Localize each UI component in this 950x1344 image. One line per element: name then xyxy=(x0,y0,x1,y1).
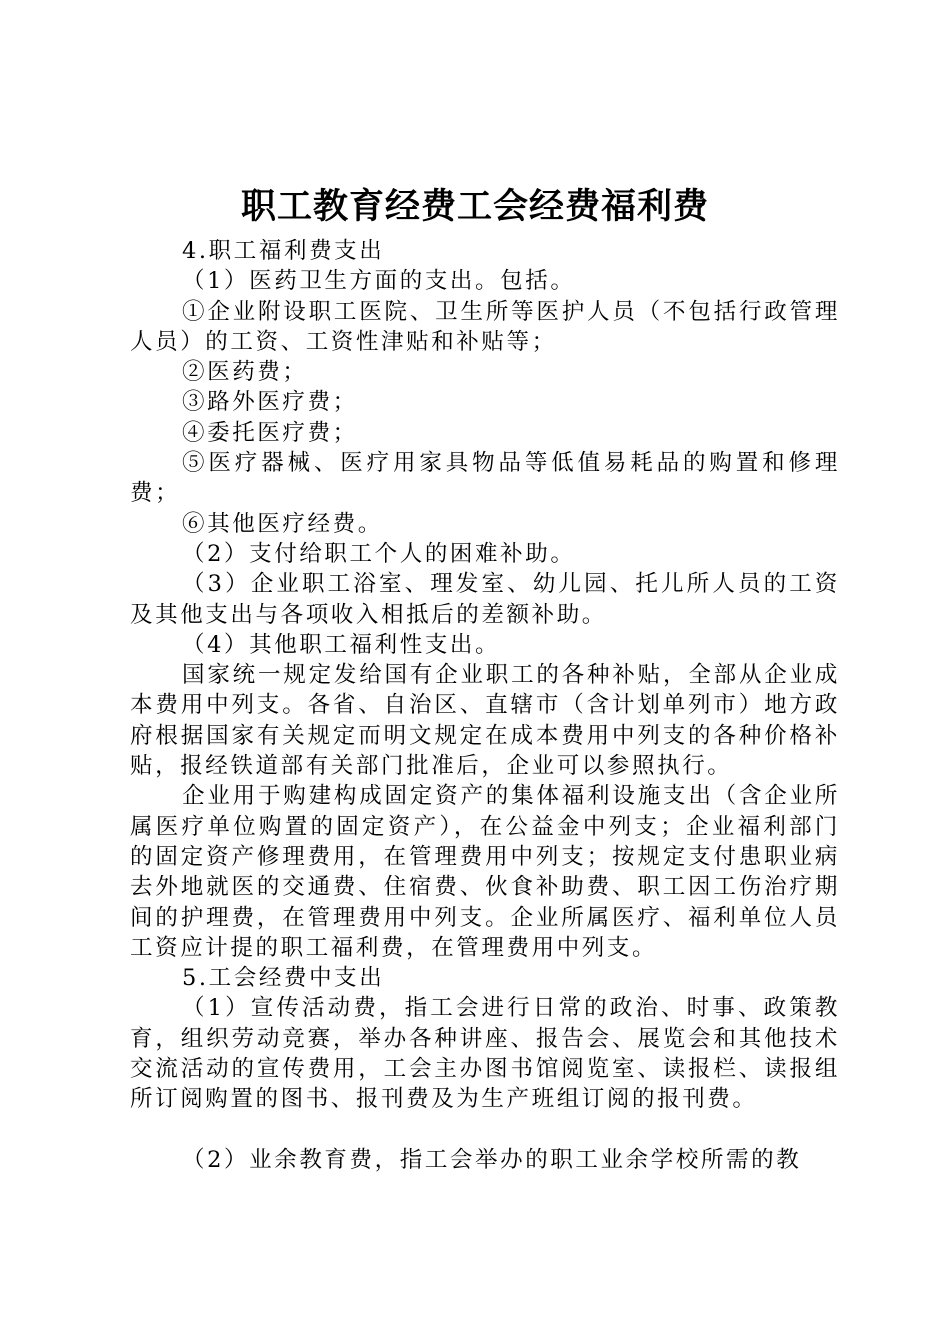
paragraph-item-3-facilities: （3）企业职工浴室、理发室、幼儿园、托儿所人员的工资及其他支出与各项收入相抵后的差额补助。 xyxy=(130,571,840,628)
paragraph-subitem-2: ②医药费； xyxy=(182,359,308,386)
paragraph-item-4-other: （4）其他职工福利性支出。 xyxy=(182,631,501,658)
paragraph-section-4-heading: 4.职工福利费支出 xyxy=(182,238,385,264)
paragraph-item-2-hardship: （2）支付给职工个人的困难补助。 xyxy=(182,540,576,567)
paragraph-item-1-medical: （1）医药卫生方面的支出。包括。 xyxy=(182,268,576,295)
paragraph-section-5-heading: 5.工会经费中支出 xyxy=(182,965,385,992)
paragraph-subitem-3: ③路外医疗费； xyxy=(182,389,358,416)
paragraph-subitem-4: ④委托医疗费； xyxy=(182,419,358,446)
paragraph-union-item-2: （2）业余教育费，指工会举办的职工业余学校所需的教 xyxy=(182,1146,802,1173)
document-title: 职工教育经费工会经费福利费 xyxy=(240,187,709,227)
paragraph-national-subsidies: 国家统一规定发给国有企业职工的各种补贴，全部从企业成本费用中列支。各省、自治区、直辖市（含计划单列市）地方政府根据国家有关规定而明文规定在成本费用中列支的各种价格补贴，报经铁道部有关部门批准后，企业可以参照执行。 xyxy=(130,662,840,780)
paragraph-subitem-1: ①企业附设职工医院、卫生所等医护人员（不包括行政管理人员）的工资、工资性津贴和补贴等； xyxy=(130,298,840,355)
document-body xyxy=(130,236,840,1175)
paragraph-subitem-6: ⑥其他医疗经费。 xyxy=(182,510,383,537)
paragraph-subitem-5: ⑤医疗器械、医疗用家具物品等低值易耗品的购置和修理费； xyxy=(130,450,840,507)
paragraph-fixed-assets: 企业用于购建构成固定资产的集体福利设施支出（含企业所属医疗单位购置的固定资产），在公益金中列支；企业福利部门的固定资产修理费用，在管理费用中列支；按规定支付患职业病去外地就医的交通费、住宿费、伙食补助费、职工因工伤治疗期间的护理费，在管理费用中列支。企业所属医疗、福利单位人员工资应计提的职工福利费，在管理费用中列支。 xyxy=(130,783,840,961)
paragraph-union-item-1: （1）宣传活动费，指工会进行日常的政治、时事、政策教育，组织劳动竞赛，举办各种讲座、报告会、展览会和其他技术交流活动的宣传费用，工会主办图书馆阅览室、读报栏、读报组所订阅购置的图书、报刊费及为生产班组订阅的报刊费。 xyxy=(130,995,840,1113)
